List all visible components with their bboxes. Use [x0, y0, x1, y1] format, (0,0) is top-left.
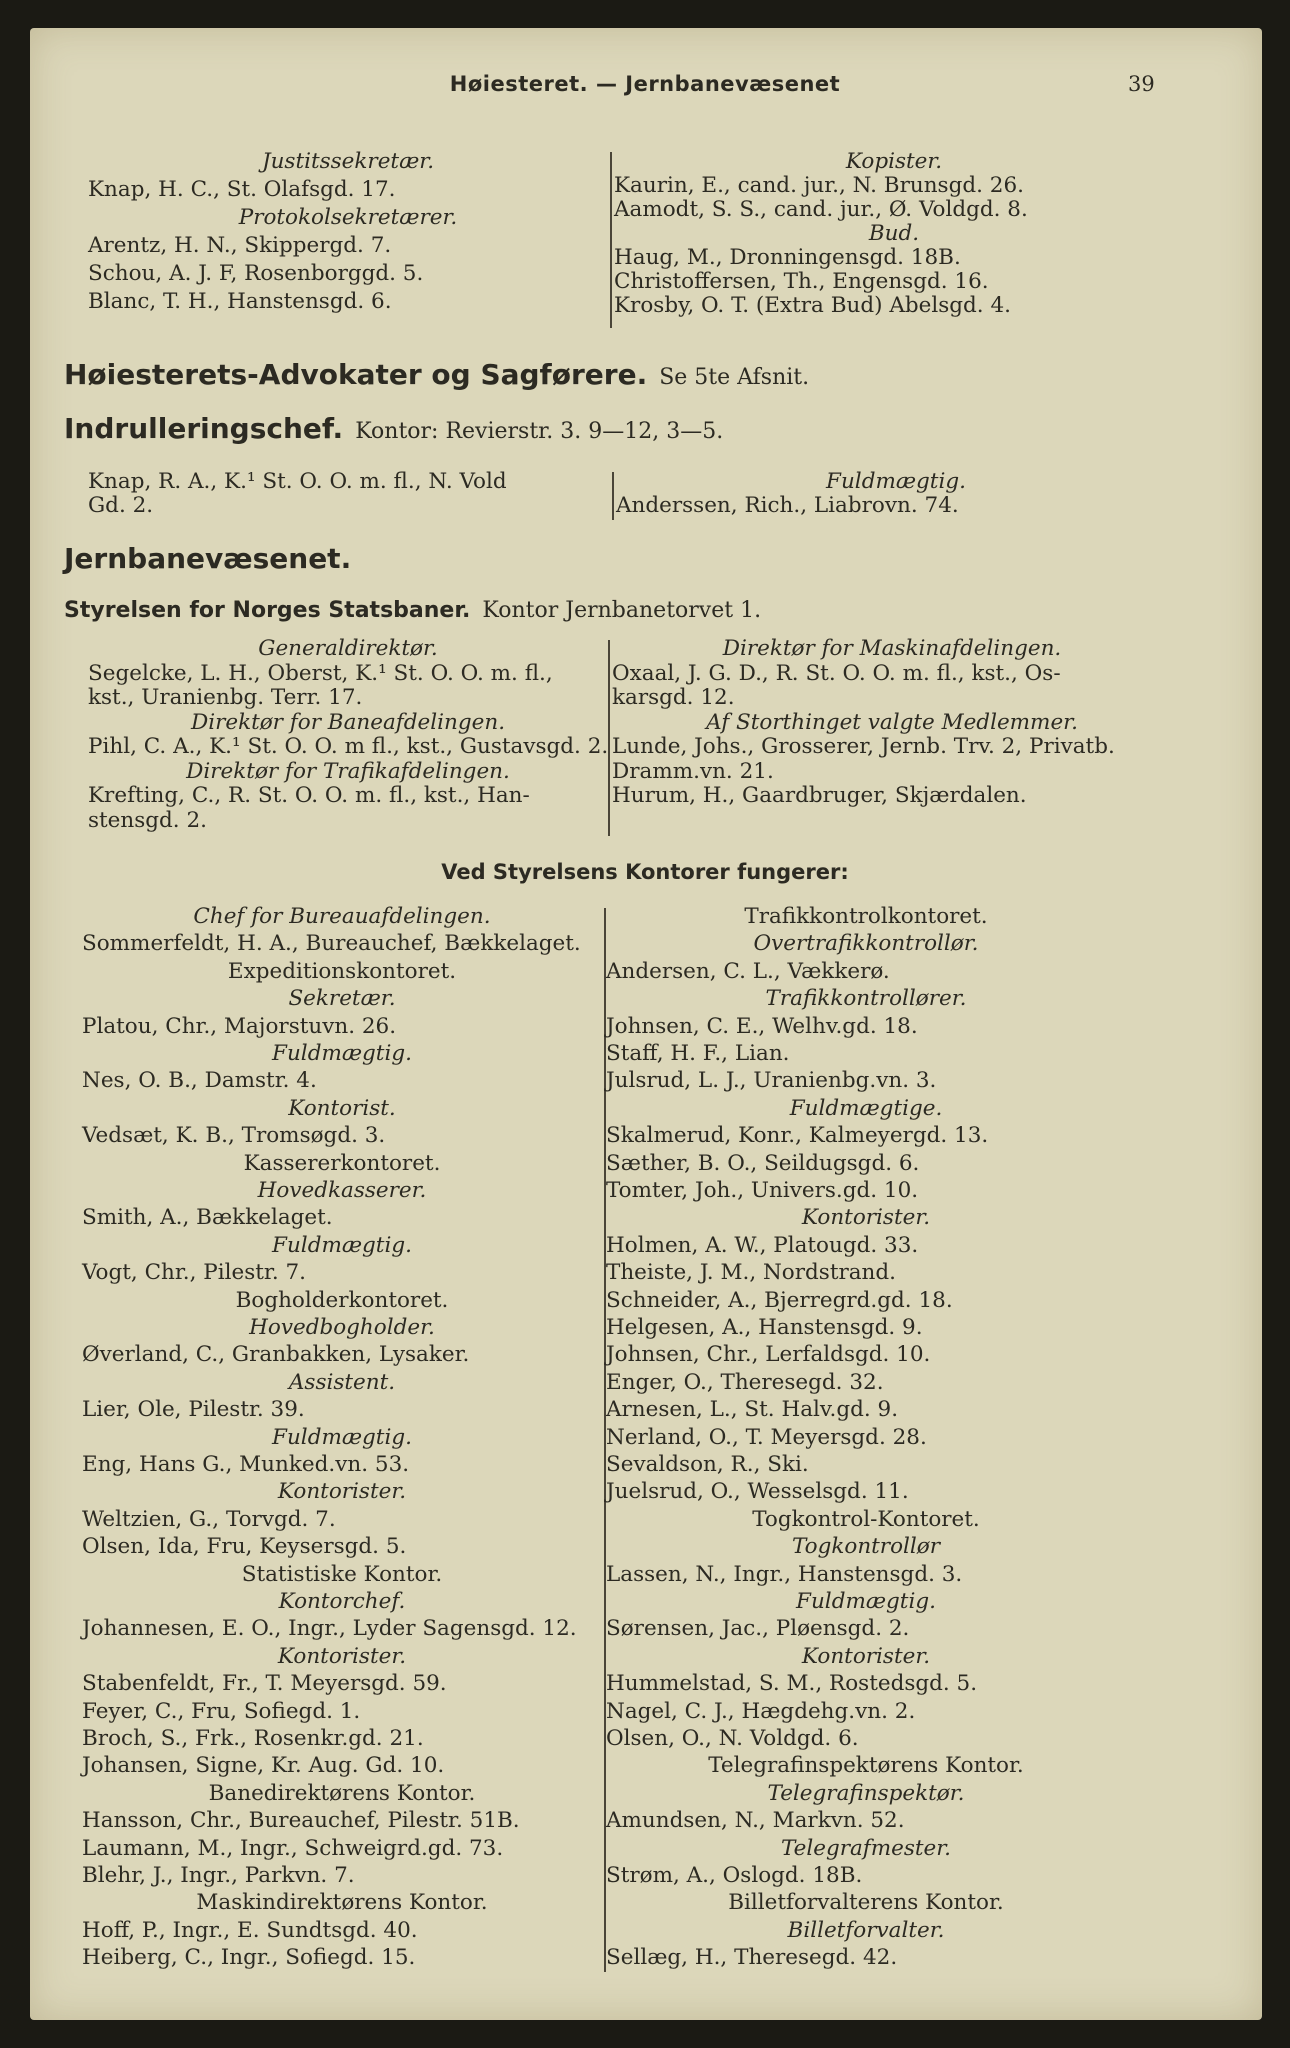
directory-entry: Lassen, N., Ingr., Hanstensgd. 3.	[606, 1561, 963, 1587]
directory-entry: Helgesen, A., Hanstensgd. 9.	[606, 1315, 923, 1340]
styrelsen-left-column	[88, 637, 608, 837]
role-heading: Direktør for Baneafdelingen.	[190, 709, 506, 735]
role-heading: Fuldmægtige.	[789, 1095, 943, 1121]
directory-entry: Hummelstad, S. M., Rostedsgd. 5.	[606, 1671, 978, 1697]
directory-entry: Lier, Ole, Pilestr. 39.	[82, 1397, 305, 1423]
directory-entry: Sæther, B. O., Seildugsgd. 6.	[606, 1150, 920, 1176]
directory-entry: stensgd. 2.	[88, 807, 207, 833]
directory-entry: Olsen, O., N. Voldgd. 6.	[606, 1726, 859, 1751]
directory-entry: Feyer, C., Fru, Sofiegd. 1.	[82, 1698, 361, 1724]
directory-entry: Segelcke, L. H., Oberst, K.¹ St. O. O. m. fl.,	[88, 660, 553, 686]
directory-entry: Vogt, Chr., Pilestr. 7.	[82, 1260, 306, 1286]
role-heading: Hovedkasserer.	[257, 1178, 427, 1203]
directory-entry: Olsen, Ida, Fru, Keysersgd. 5.	[82, 1534, 407, 1560]
office-heading: Statistiske Kontor.	[241, 1561, 443, 1587]
running-header: Høiesteret. — Jernbanevæsenet	[449, 72, 841, 96]
section-indrullering-title: Indrulleringschef.	[64, 412, 344, 445]
directory-entry: Johannesen, E. O., Ingr., Lyder Sagensgd. 12.	[82, 1616, 577, 1642]
section-styrelsen-title: Styrelsen for Norges Statsbaner.	[64, 598, 471, 623]
role-heading: Hovedbogholder.	[249, 1315, 435, 1340]
directory-entry: Sevaldson, R., Ski.	[606, 1452, 809, 1477]
role-heading: Fuldmægtig.	[796, 1589, 936, 1614]
office-heading: Trafikkontrolkontoret.	[744, 904, 988, 929]
office-heading: Bogholderkontoret.	[235, 1287, 449, 1313]
section-indrullering	[64, 412, 723, 445]
directory-entry: Hoff, P., Ingr., E. Sundtsgd. 40.	[82, 1917, 418, 1943]
role-heading: Fuldmægtig.	[272, 1041, 412, 1066]
directory-entry: Nerland, O., T. Meyersgd. 28.	[606, 1424, 927, 1450]
indrullering-left-column	[88, 470, 608, 522]
directory-entry: Dramm.vn. 21.	[612, 758, 774, 784]
section-advokater-note: Se 5te Afsnit.	[659, 365, 810, 390]
section-advokater-title: Høiesterets-Advokater og Sagførere.	[64, 358, 648, 391]
role-heading: Billetforvalter.	[787, 1917, 945, 1943]
column-divider	[608, 640, 610, 836]
directory-entry: Nagel, C. J., Hægdehg.vn. 2.	[606, 1698, 916, 1724]
role-heading: Kontorist.	[288, 1095, 396, 1121]
directory-entry: Sommerfeldt, H. A., Bureauchef, Bækkelaget.	[82, 931, 581, 957]
directory-entry: Arnesen, L., St. Halv.gd. 9.	[606, 1397, 899, 1423]
role-heading: Generaldirektør.	[258, 636, 438, 661]
directory-entry: Broch, S., Frk., Rosenkr.gd. 21.	[82, 1726, 424, 1751]
role-heading: Justitssekretær.	[261, 149, 435, 174]
page-number: 39	[1128, 72, 1155, 96]
directory-entry: Kaurin, E., cand. jur., N. Brunsgd. 26.	[614, 173, 1024, 198]
directory-entry: Weltzien, G., Torvgd. 7.	[82, 1506, 336, 1532]
role-heading: Telegrafinspektør.	[767, 1780, 965, 1806]
role-heading: Fuldmægtig.	[826, 469, 966, 494]
office-heading: Togkontrol-Kontoret.	[752, 1506, 980, 1532]
bottom-right-column	[606, 905, 1126, 1975]
directory-entry: kst., Uranienbg. Terr. 17.	[88, 685, 363, 710]
section-fungerer-title: Ved Styrelsens Kontorer fungerer:	[441, 860, 849, 884]
bottom-left-column	[82, 905, 602, 1975]
role-heading: Bud.	[868, 221, 920, 246]
role-heading: Chef for Bureauafdelingen.	[193, 904, 491, 929]
office-heading: Kassererkontoret.	[243, 1150, 441, 1176]
role-heading: Protokolsekretærer.	[238, 205, 458, 230]
directory-entry: Nes, O. B., Damstr. 4.	[82, 1068, 317, 1094]
role-heading: Kontorister.	[277, 1479, 407, 1505]
styrelsen-right-column	[612, 637, 1172, 837]
top-right-column	[614, 150, 1174, 330]
directory-entry: Krosby, O. T. (Extra Bud) Abelsgd. 4.	[614, 293, 1011, 318]
section-styrelsen-note: Kontor Jernbanetorvet 1.	[482, 598, 762, 623]
directory-entry: Skalmerud, Konr., Kalmeyergd. 13.	[606, 1123, 989, 1149]
role-heading: Togkontrollør	[791, 1534, 941, 1560]
directory-entry: Gd. 2.	[88, 493, 154, 518]
role-heading: Overtrafikkontrollør.	[753, 931, 979, 957]
column-divider	[612, 472, 614, 520]
section-styrelsen	[64, 598, 761, 623]
office-heading: Expeditionskontoret.	[227, 958, 457, 984]
section-jernbane	[64, 542, 351, 575]
directory-entry: Schou, A. J. F, Rosenborggd. 5.	[88, 261, 424, 286]
directory-entry: Blehr, J., Ingr., Parkvn. 7.	[82, 1863, 355, 1888]
directory-entry: Schneider, A., Bjerregrd.gd. 18.	[606, 1287, 953, 1313]
directory-entry: Hurum, H., Gaardbruger, Skjærdalen.	[612, 783, 1027, 808]
office-heading: Billetforvalterens Kontor.	[728, 1890, 1004, 1916]
top-left-column	[88, 150, 608, 330]
directory-entry: Vedsæt, K. B., Tromsøgd. 3.	[82, 1123, 386, 1149]
directory-entry: Oxaal, J. G. D., R. St. O. O. m. fl., kst., Os-	[612, 660, 1061, 686]
directory-entry: Krefting, C., R. St. O. O. m. fl., kst., Han-	[88, 783, 530, 808]
directory-entry: Strøm, A., Oslogd. 18B.	[606, 1863, 863, 1888]
directory-entry: Juelsrud, O., Wesselsgd. 11.	[606, 1479, 909, 1505]
directory-entry: Øverland, C., Granbakken, Lysaker.	[82, 1342, 470, 1368]
directory-entry: Andersen, C. L., Vækkerø.	[606, 958, 890, 984]
directory-entry: Arentz, H. N., Skippergd. 7.	[88, 233, 392, 258]
role-heading: Trafikkontrollører.	[765, 986, 967, 1012]
directory-entry: Smith, A., Bækkelaget.	[82, 1205, 333, 1231]
directory-entry: Johnsen, C. E., Welhv.gd. 18.	[606, 1013, 918, 1039]
role-heading: Sekretær.	[288, 986, 396, 1012]
directory-entry: Johansen, Signe, Kr. Aug. Gd. 10.	[82, 1753, 445, 1779]
directory-entry: Blanc, T. H., Hanstensgd. 6.	[88, 289, 392, 314]
directory-entry: karsgd. 12.	[612, 685, 735, 710]
directory-entry: Knap, H. C., St. Olafsgd. 17.	[88, 177, 396, 202]
office-heading: Maskindirektørens Kontor.	[196, 1890, 488, 1916]
directory-entry: Hansson, Chr., Bureauchef, Pilestr. 51B.	[82, 1808, 520, 1834]
directory-entry: Staff, H. F., Lian.	[606, 1041, 790, 1066]
directory-entry: Anderssen, Rich., Liabrovn. 74.	[616, 493, 959, 518]
section-advokater	[64, 358, 809, 391]
directory-entry: Aamodt, S. S., cand. jur., Ø. Voldgd. 8.	[614, 197, 1028, 222]
role-heading: Fuldmægtig.	[272, 1232, 412, 1258]
role-heading: Assistent.	[288, 1369, 396, 1395]
directory-entry: Amundsen, N., Markvn. 52.	[606, 1808, 905, 1834]
section-indrullering-note: Kontor: Revierstr. 3. 9—12, 3—5.	[355, 419, 724, 444]
role-heading: Kontorister.	[277, 1643, 407, 1669]
directory-entry: Sørensen, Jac., Pløensgd. 2.	[606, 1616, 910, 1642]
directory-entry: Johnsen, Chr., Lerfaldsgd. 10.	[606, 1342, 931, 1368]
directory-entry: Tomter, Joh., Univers.gd. 10.	[606, 1178, 919, 1203]
directory-entry: Christoffersen, Th., Engensgd. 16.	[614, 269, 989, 294]
directory-entry: Stabenfeldt, Fr., T. Meyersgd. 59.	[82, 1671, 447, 1697]
directory-entry: Heiberg, C., Ingr., Sofiegd. 15.	[82, 1945, 416, 1971]
office-heading: Banedirektørens Kontor.	[208, 1780, 476, 1806]
directory-entry: Julsrud, L. J., Uranienbg.vn. 3.	[606, 1068, 937, 1094]
section-jernbane-title: Jernbanevæsenet.	[64, 542, 352, 575]
directory-entry: Pihl, C. A., K.¹ St. O. O. m fl., kst., Gustavsgd. 2.	[88, 734, 609, 759]
role-heading: Kontorister.	[801, 1643, 931, 1669]
column-divider	[610, 152, 612, 328]
role-heading: Af Storthinget valgte Medlemmer.	[706, 709, 1078, 735]
role-heading: Direktør for Trafikafdelingen.	[186, 758, 510, 784]
directory-entry: Platou, Chr., Majorstuvn. 26.	[82, 1013, 397, 1039]
role-heading: Kontorchef.	[278, 1589, 406, 1614]
role-heading: Kontorister.	[801, 1205, 931, 1231]
indrullering-right-column	[616, 470, 1176, 522]
directory-entry: Theiste, J. M., Nordstrand.	[606, 1260, 896, 1286]
directory-entry: Enger, O., Theresegd. 32.	[606, 1369, 884, 1395]
role-heading: Direktør for Maskinafdelingen.	[722, 636, 1062, 661]
directory-entry: Haug, M., Dronningensgd. 18B.	[614, 245, 961, 270]
role-heading: Telegrafmester.	[780, 1835, 952, 1861]
office-heading: Telegrafinspektørens Kontor.	[708, 1753, 1024, 1779]
role-heading: Kopister.	[845, 149, 943, 174]
directory-entry: Lunde, Johs., Grosserer, Jernb. Trv. 2, Privatb.	[612, 734, 1115, 759]
role-heading: Fuldmægtig.	[272, 1424, 412, 1450]
directory-entry: Eng, Hans G., Munked.vn. 53.	[82, 1452, 410, 1477]
directory-entry: Knap, R. A., K.¹ St. O. O. m. fl., N. Vold	[88, 469, 507, 494]
directory-entry: Sellæg, H., Theresegd. 42.	[606, 1945, 898, 1971]
directory-entry: Holmen, A. W., Platougd. 33.	[606, 1232, 919, 1258]
directory-entry: Laumann, M., Ingr., Schweigrd.gd. 73.	[82, 1835, 504, 1861]
